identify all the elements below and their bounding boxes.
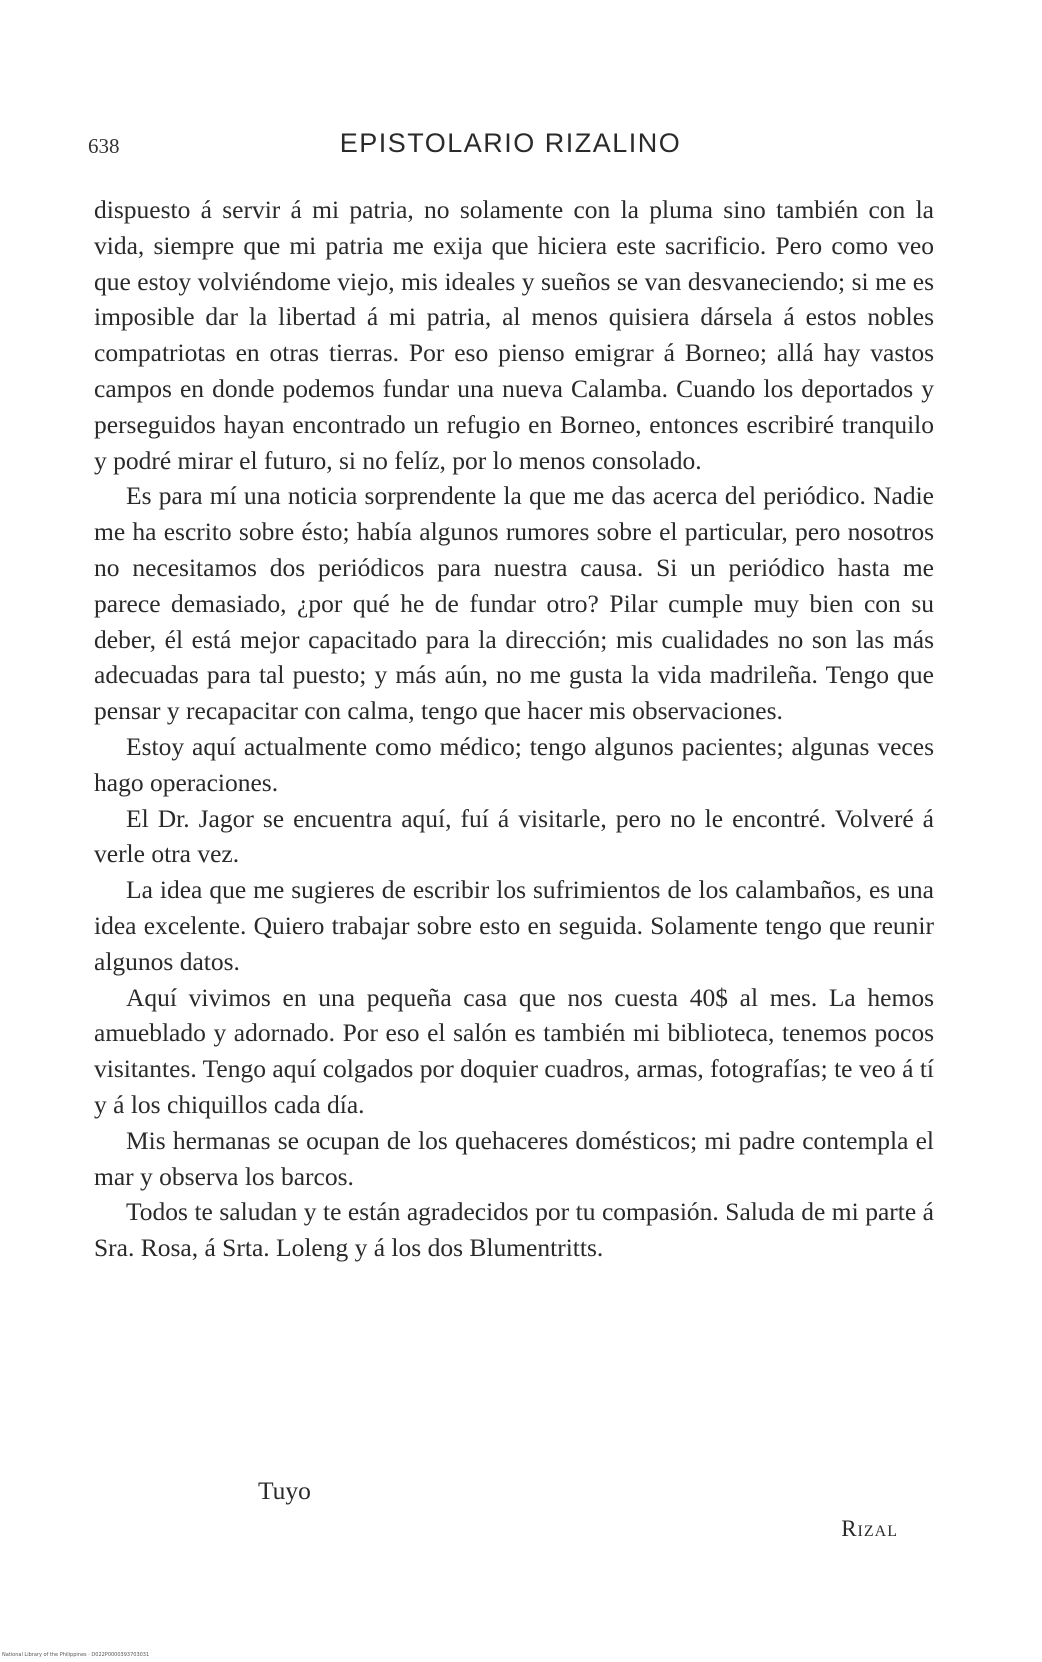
paragraph-6: Aquí vivimos en una pequeña casa que nos cuesta 40$ al mes. La hemos amueblado y adornado. Por eso el salón es también mi biblioteca, tenemos pocos visitantes. Tengo aquí colgados por doquier cuadros, armas, fotografías; te veo á tí y á los chiquillos cada día.	[94, 982, 934, 1119]
paragraph-8: Todos te saludan y te están agradecidos por tu compasión. Saluda de mi parte á Sra. Rosa, á Srta. Loleng y á los dos Blumentritts.	[94, 1197, 934, 1263]
paragraph-5: La idea que me sugieres de escribir los sufrimientos de los calambaños, es una idea excelente. Quiero trabajar sobre esto en seguida. Solamente tengo que reunir algunos datos.	[94, 875, 934, 976]
running-head	[88, 128, 933, 168]
signature: Rizal	[841, 1516, 898, 1541]
paragraph-7: Mis hermanas se ocupan de los quehaceres domésticos; mi padre contempla el mar y observa los barcos.	[94, 1125, 934, 1191]
book-title: EPISTOLARIO RIZALINO	[339, 128, 682, 158]
letter-body	[94, 192, 934, 1266]
paragraph-2: Es para mí una noticia sorprendente la que me das acerca del periódico. Nadie me ha escrito sobre ésto; había algunos rumores sobre el particular, pero nosotros no necesitamos dos periódicos para nuestra causa. Si un periódico hasta me parece demasiado, ¿por qué he de fundar otro? Pilar cumple muy bien con su deber, él está mejor capacitado para la dirección; mis cualidades no son las más adecuadas para tal puesto; y más aún, no me gusta la vida madrileña. Tengo que pensar y recapacitar con calma, tengo que hacer mis observaciones.	[94, 481, 934, 726]
paragraph-3: Estoy aquí actualmente como médico; tengo algunos pacientes; algunas veces hago operaciones.	[94, 731, 934, 797]
page-number: 638	[88, 134, 120, 158]
paragraph-1: dispuesto á servir á mi patria, no solamente con la pluma sino también con la vida, siempre que mi patria me exija que hiciera este sacrificio. Pero como veo que estoy volviéndome viejo, mis ideales y sueños se van desvaneciendo; si me es imposible dar la libertad á mi patria, al menos quisiera dársela á estos nobles compatriotas en otras tierras. Por eso pienso emigrar á Borneo; allá hay vastos campos en donde podemos fundar una nueva Calamba. Cuando los deportados y perseguidos hayan encontrado un refugio en Borneo, entonces escribiré tranquilo y podré mirar el futuro, si no felíz, por lo menos consolado.	[94, 195, 934, 475]
paragraph-4: El Dr. Jagor se encuentra aquí, fuí á visitarle, pero no le encontré. Volveré á verle otra vez.	[94, 803, 934, 869]
closing-salutation: Tuyo	[258, 1476, 311, 1505]
footer-credit: National Library of the Philippines · D022P0000393703031	[2, 1652, 150, 1658]
